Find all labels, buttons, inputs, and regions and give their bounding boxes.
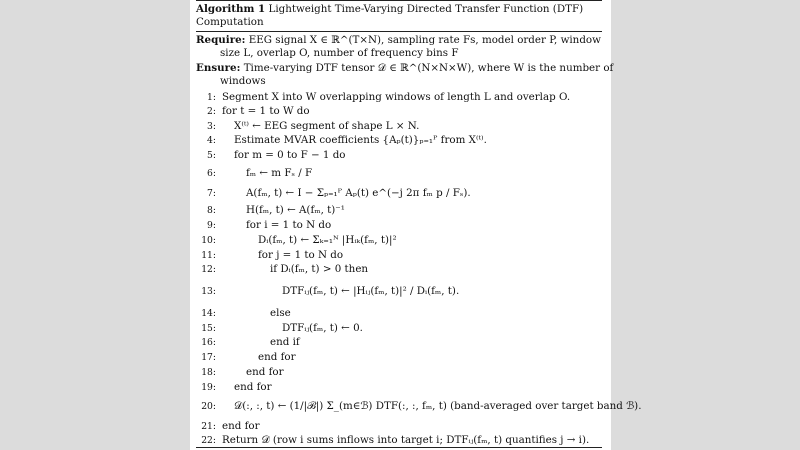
step-text: for t = 1 to W do [222,105,310,117]
ensure-keyword: Ensure: [196,62,241,74]
step-number: 13: [201,286,216,297]
step-text: X⁽ᵗ⁾ ← EEG segment of shape L × N. [234,120,420,132]
ensure-text-2: windows [220,75,266,87]
step-number: 14: [201,308,216,319]
step-text: DTFᵢⱼ(fₘ, t) ← 0. [282,322,363,334]
step-text: DTFᵢⱼ(fₘ, t) ← |Hᵢⱼ(fₘ, t)|² / Dᵢ(fₘ, t). [282,285,460,297]
step-number: 1: [207,92,216,103]
step-number: 9: [207,220,216,231]
step-text: end for [258,351,296,363]
step-text: end for [222,420,260,432]
require-text-1: EEG signal X ∈ ℝ^(T×N), sampling rate Fs, model order P, window [248,34,601,46]
step-text: Estimate MVAR coefficients {Aₚ(t)}ₚ₌₁ᴾ from X⁽ᵗ⁾. [234,134,487,146]
require-keyword: Require: [196,34,246,46]
require-line1 [196,34,606,47]
step-number: 4: [207,135,216,146]
step-number: 5: [207,150,216,161]
ensure-line1 [196,62,614,75]
step-text: for j = 1 to N do [258,249,344,261]
step-text: H(fₘ, t) ← A(fₘ, t)⁻¹ [246,204,345,216]
step-text: for m = 0 to F − 1 do [234,149,346,161]
step-number: 6: [207,168,216,179]
step-text: Segment X into W overlapping windows of length L and overlap O. [222,91,571,103]
step-number: 17: [201,352,216,363]
step-number: 20: [201,401,216,412]
algorithm-title-line1: Lightweight Time-Varying Directed Transfer Function (DTF) [268,3,584,15]
step-number: 2: [207,106,216,117]
bottom-rule [196,447,602,448]
step-number: 21: [201,421,216,432]
step-text: else [270,307,291,319]
step-number: 7: [207,188,216,199]
step-number: 11: [201,250,216,261]
step-text: for i = 1 to N do [246,219,332,231]
algorithm-title-line2: Computation [196,16,264,28]
step-number: 18: [201,367,216,378]
step-text: end for [234,381,272,393]
algorithm-page [190,0,642,450]
step-text: fₘ ← m Fₛ / F [246,167,313,179]
step-text: 𝒟(:, :, t) ← (1/|ℬ|) Σ_(m∈ℬ) DTF(:, :, fₘ, t) (band-averaged over target band ℬ). [234,400,642,412]
algorithm-label: Algorithm 1 [196,3,266,15]
step-text: Return 𝒟 (row i sums inflows into target i; DTFᵢⱼ(fₘ, t) quantifies j → i). [222,434,590,446]
step-number: 3: [207,121,216,132]
step-number: 12: [201,264,216,275]
require-text-2: size L, overlap O, number of frequency bins F [220,47,459,59]
step-text: Dᵢ(fₘ, t) ← Σₖ₌₁ᴺ |Hᵢₖ(fₘ, t)|² [258,234,397,246]
step-text: end for [246,366,284,378]
step-number: 10: [201,235,216,246]
step-number: 8: [207,205,216,216]
caption-rule [196,31,602,32]
top-rule [196,0,602,1]
step-number: 22: [201,435,216,446]
step-number: 16: [201,337,216,348]
step-number: 19: [201,382,216,393]
step-text: if Dᵢ(fₘ, t) > 0 then [270,263,369,275]
step-number: 15: [201,323,216,334]
step-text: A(fₘ, t) ← I − Σₚ₌₁ᴾ Aₚ(t) e^(−j 2π fₘ p / Fₛ). [246,187,471,199]
algorithm-caption [196,3,606,16]
ensure-text-1: Time-varying DTF tensor 𝒟 ∈ ℝ^(N×N×W), where W is the number of [243,62,614,74]
step-text: end if [270,336,300,348]
